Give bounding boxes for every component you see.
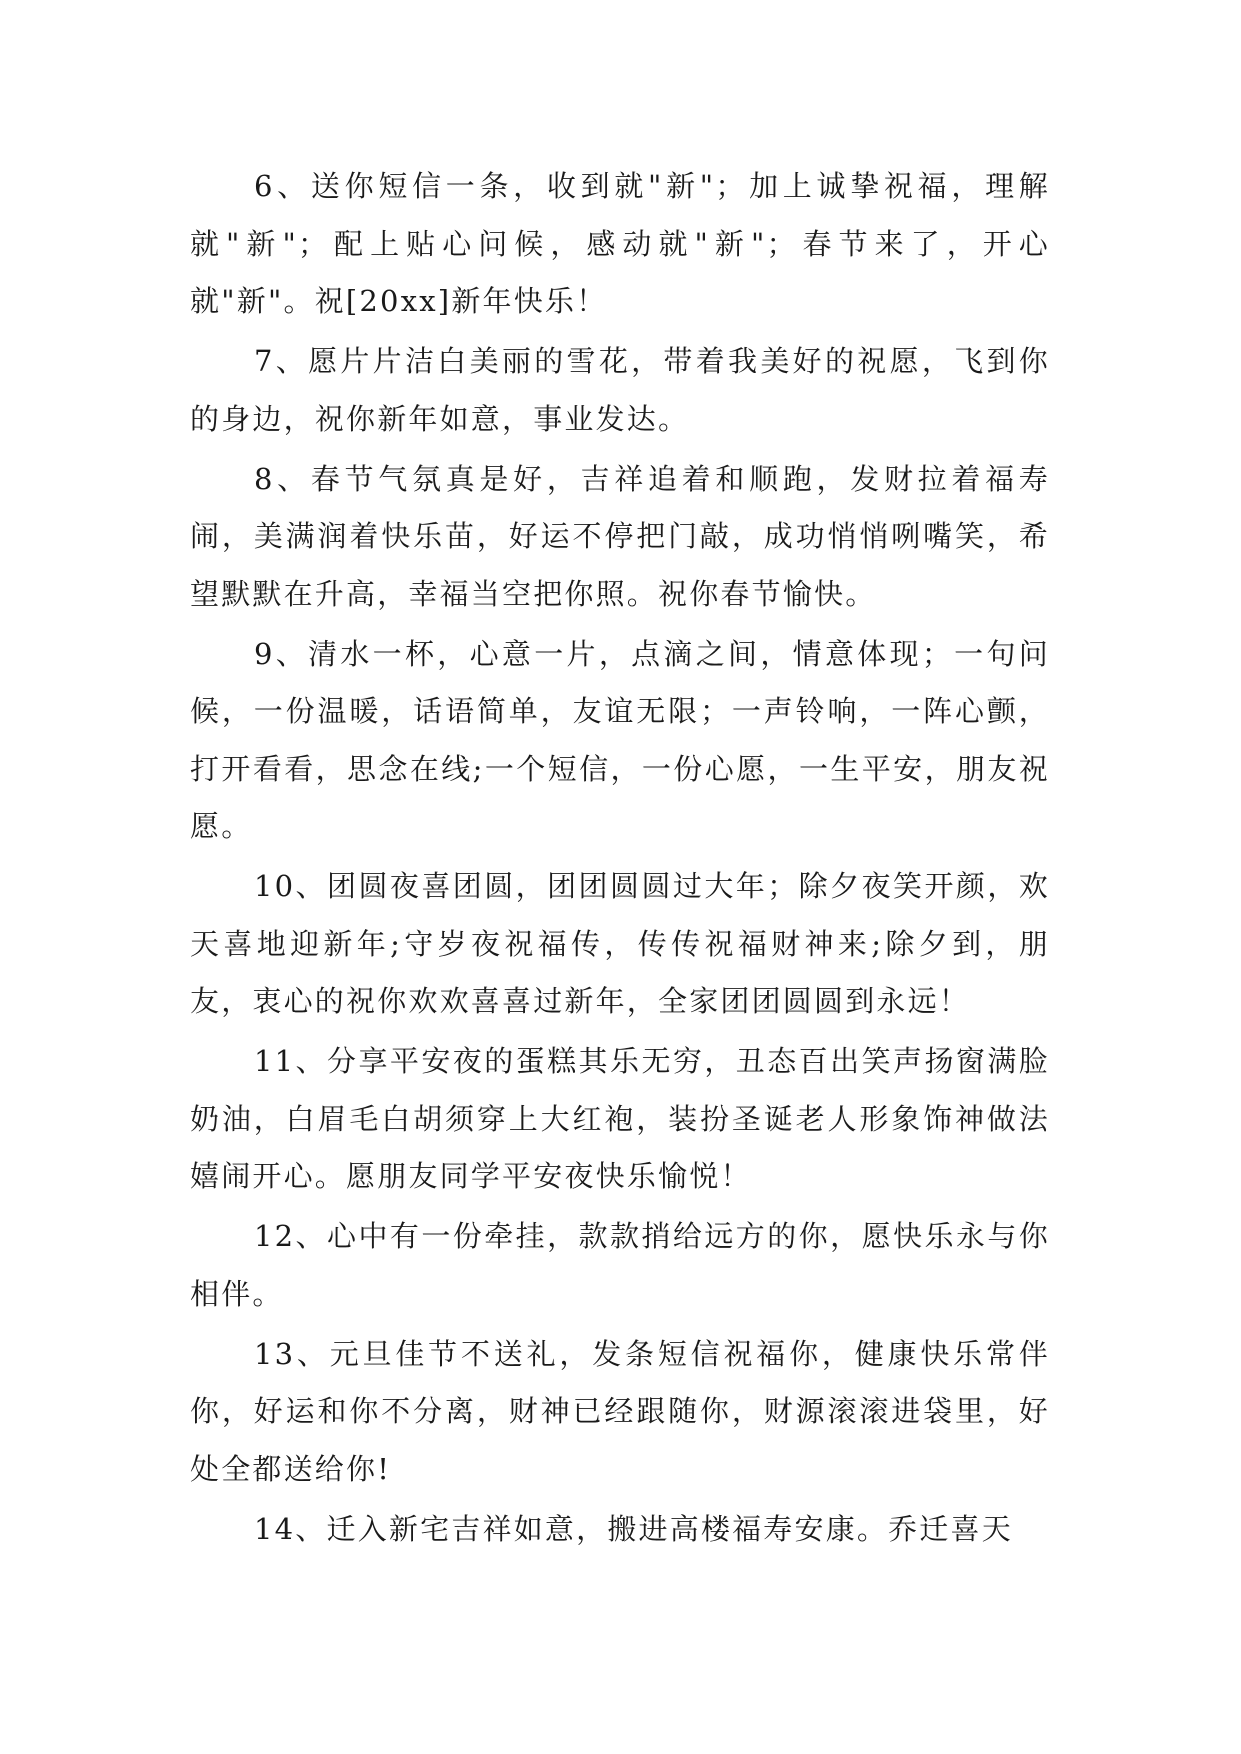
paragraph-9: 9、清水一杯，心意一片，点滴之间，情意体现；一句问候，一份温暖，话语简单，友谊无限；一声铃响，一阵心颤，打开看看，思念在线;一个短信，一份心愿，一生平安，朋友祝愿。 xyxy=(190,636,1050,843)
paragraph-7: 7、愿片片洁白美丽的雪花，带着我美好的祝愿，飞到你的身边，祝你新年如意，事业发达。 xyxy=(190,344,1050,436)
paragraph-6: 6、送你短信一条，收到就"新"；加上诚挚祝福，理解就"新"；配上贴心问候，感动就"新"；春节来了，开心就"新"。祝[20xx]新年快乐！ xyxy=(190,169,1050,318)
paragraph-12: 12、心中有一份牵挂，款款捎给远方的你，愿快乐永与你相伴。 xyxy=(190,1219,1050,1311)
paragraph-10: 10、团圆夜喜团圆，团团圆圆过大年；除夕夜笑开颜，欢天喜地迎新年;守岁夜祝福传，传传祝福财神来;除夕到，朋友，衷心的祝你欢欢喜喜过新年，全家团团圆圆到永远！ xyxy=(190,869,1050,1018)
document-body xyxy=(190,158,1050,1561)
paragraph-11: 11、分享平安夜的蛋糕其乐无穷，丑态百出笑声扬窗满脸奶油，白眉毛白胡须穿上大红袍，装扮圣诞老人形象饰神做法嬉闹开心。愿朋友同学平安夜快乐愉悦！ xyxy=(190,1044,1050,1193)
paragraph-13: 13、元旦佳节不送礼，发条短信祝福你，健康快乐常伴你，好运和你不分离，财神已经跟随你，财源滚滚进袋里，好处全都送给你! xyxy=(190,1336,1050,1486)
paragraph-8: 8、春节气氛真是好，吉祥追着和顺跑，发财拉着福寿闹，美满润着快乐苗，好运不停把门敲，成功悄悄咧嘴笑，希望默默在升高，幸福当空把你照。祝你春节愉快。 xyxy=(190,461,1050,611)
paragraph-14: 14、迁入新宅吉祥如意，搬进高楼福寿安康。乔迁喜天 xyxy=(254,1511,1013,1546)
